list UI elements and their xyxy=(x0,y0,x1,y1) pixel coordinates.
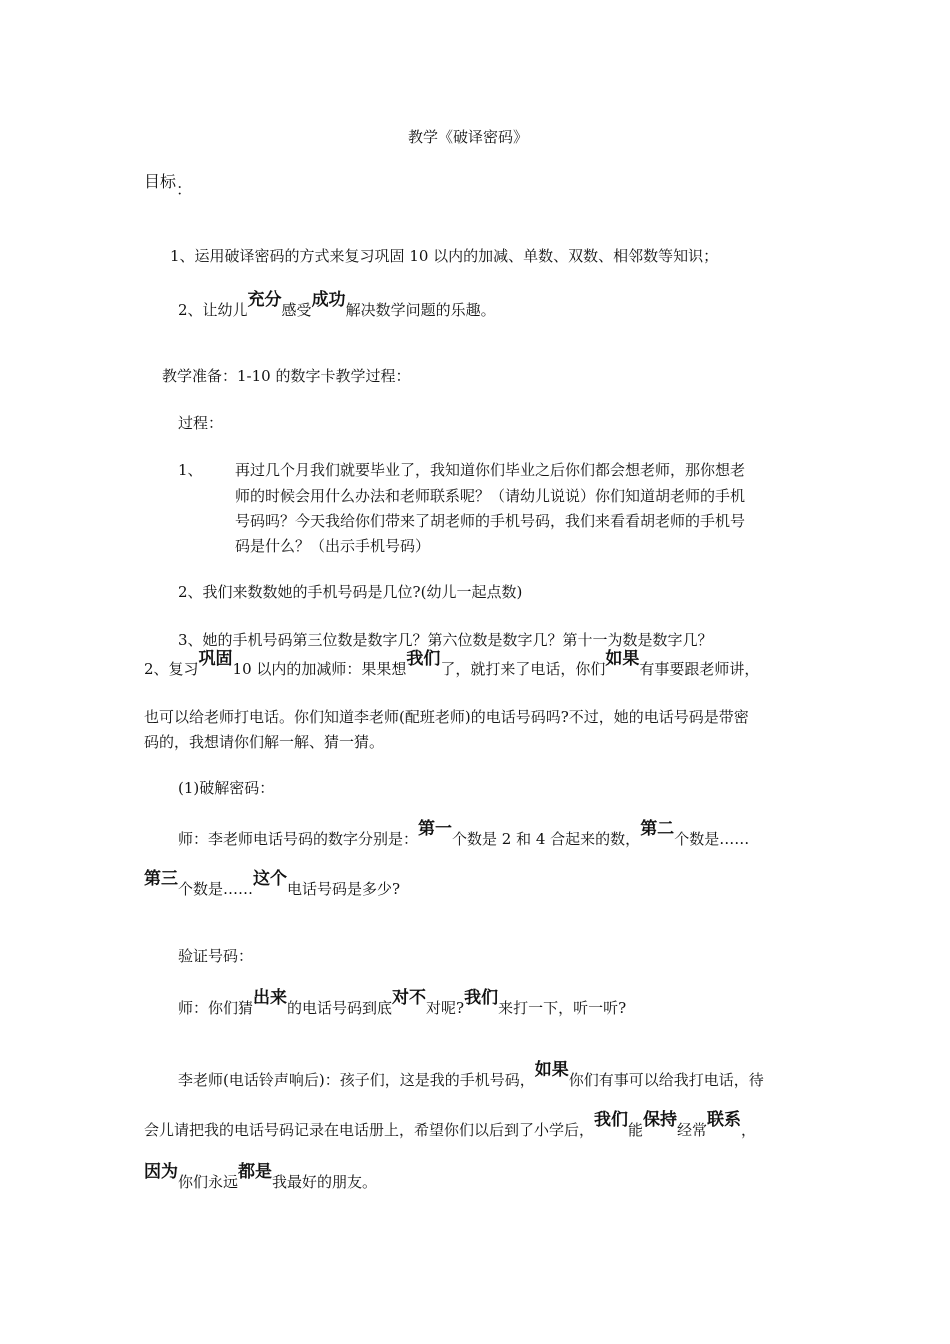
review-emph: 如果 xyxy=(605,649,640,669)
review-line-2: 也可以给老师打电话。你们知道李老师(配班老师)的电话号码吗?不过，她的电话号码是带密 xyxy=(144,708,749,726)
teacher-part: 对呢? xyxy=(426,999,465,1017)
teacher-part: 来打一下，听一听? xyxy=(498,999,627,1017)
teacher-part: 个数是…… xyxy=(178,880,254,898)
review-line-3: 码的，我想请你们解一解、猜一猜。 xyxy=(144,733,385,751)
li-part: 你们有事可以给我打电话，待 xyxy=(568,1071,764,1089)
li-emph: 保持 xyxy=(643,1110,678,1130)
review-part: 10 以内的加减师：果果想 xyxy=(232,660,407,678)
teacher-emph: 第一 xyxy=(418,819,453,839)
goal-2-part: 感受 xyxy=(281,301,312,319)
li-part: 能 xyxy=(628,1121,644,1139)
goal-2-emph: 成功 xyxy=(311,290,346,310)
teacher-line-1 xyxy=(178,819,750,849)
goal-2-part: 解决数学问题的乐趣。 xyxy=(345,301,496,319)
li-line-3 xyxy=(144,1162,378,1192)
review-part: 2、复习 xyxy=(144,660,199,678)
review-part: 有事要跟老师讲， xyxy=(639,660,760,678)
li-emph: 联系 xyxy=(707,1110,742,1130)
step-1-line: 号码吗？今天我给你们带来了胡老师的手机号码，我们来看看胡老师的手机号 xyxy=(235,512,746,530)
li-part: 我最好的朋友。 xyxy=(272,1173,378,1191)
teacher-emph: 出来 xyxy=(253,988,288,1008)
teacher-emph: 这个 xyxy=(253,869,288,889)
prep-line: 教学准备：1-10 的数字卡教学过程： xyxy=(162,367,411,385)
review-line-1 xyxy=(144,649,760,679)
teacher-part: 的电话号码到底 xyxy=(287,999,393,1017)
li-line-2 xyxy=(144,1110,757,1140)
teacher-line-2 xyxy=(144,869,401,899)
step-1-line: 再过几个月我们就要毕业了，我知道你们毕业之后你们都会想老师，那你想老 xyxy=(235,461,746,479)
li-line-1 xyxy=(178,1060,764,1090)
verify-label: 验证号码： xyxy=(178,947,254,965)
teacher-line-3 xyxy=(178,988,627,1018)
review-emph: 巩固 xyxy=(198,649,233,669)
step-1-line: 师的时候会用什么办法和老师联系呢？（请幼儿说说）你们知道胡老师的手机 xyxy=(235,487,746,505)
teacher-part: 个数是…… xyxy=(674,830,750,848)
process-label: 过程： xyxy=(178,414,224,432)
li-part: 会儿请把我的电话号码记录在电话册上，希望你们以后到了小学后， xyxy=(144,1121,595,1139)
goal-label: 目标 xyxy=(144,172,177,191)
li-emph: 都是 xyxy=(238,1162,273,1182)
li-part: 经常 xyxy=(677,1121,708,1139)
review-part: 了，就打来了电话，你们 xyxy=(440,660,606,678)
goal-2-emph: 充分 xyxy=(247,290,282,310)
teacher-emph: 对不 xyxy=(392,988,427,1008)
review-emph: 我们 xyxy=(406,649,441,669)
teacher-part: 师：你们猜 xyxy=(178,999,254,1017)
step-2: 2、我们来数数她的手机号码是几位?(幼儿一起点数) xyxy=(178,583,523,601)
goal-2 xyxy=(178,290,496,320)
li-part: ， xyxy=(741,1121,757,1139)
teacher-emph: 第三 xyxy=(144,869,178,889)
teacher-emph: 第二 xyxy=(640,819,675,839)
goal-1: 1、运用破译密码的方式来复习巩固 10 以内的加减、单数、双数、相邻数等知识； xyxy=(170,247,719,265)
step-1-number: 1、 xyxy=(178,461,203,479)
page-title: 教学《破译密码》 xyxy=(408,128,529,146)
li-emph: 因为 xyxy=(144,1162,178,1182)
li-emph: 如果 xyxy=(534,1060,569,1080)
teacher-emph: 我们 xyxy=(464,988,499,1008)
teacher-part: 师：李老师电话号码的数字分别是： xyxy=(178,830,419,848)
goal-colon: ： xyxy=(176,180,193,199)
li-part: 李老师(电话铃声响后)：孩子们，这是我的手机号码， xyxy=(178,1071,535,1089)
li-emph: 我们 xyxy=(594,1110,629,1130)
goal-2-part: 2、让幼儿 xyxy=(178,301,248,319)
step-3: 3、她的手机号码第三位数是数字几？第六位数是数字几？第十一为数是数字几？ xyxy=(178,631,713,649)
li-part: 你们永远 xyxy=(178,1173,239,1191)
teacher-part: 电话号码是多少? xyxy=(287,880,401,898)
step-1-line: 码是什么？（出示手机号码） xyxy=(235,537,431,555)
crack-label: (1)破解密码： xyxy=(178,779,275,797)
goal-heading xyxy=(144,172,193,199)
teacher-part: 个数是 2 和 4 合起来的数， xyxy=(452,830,641,848)
